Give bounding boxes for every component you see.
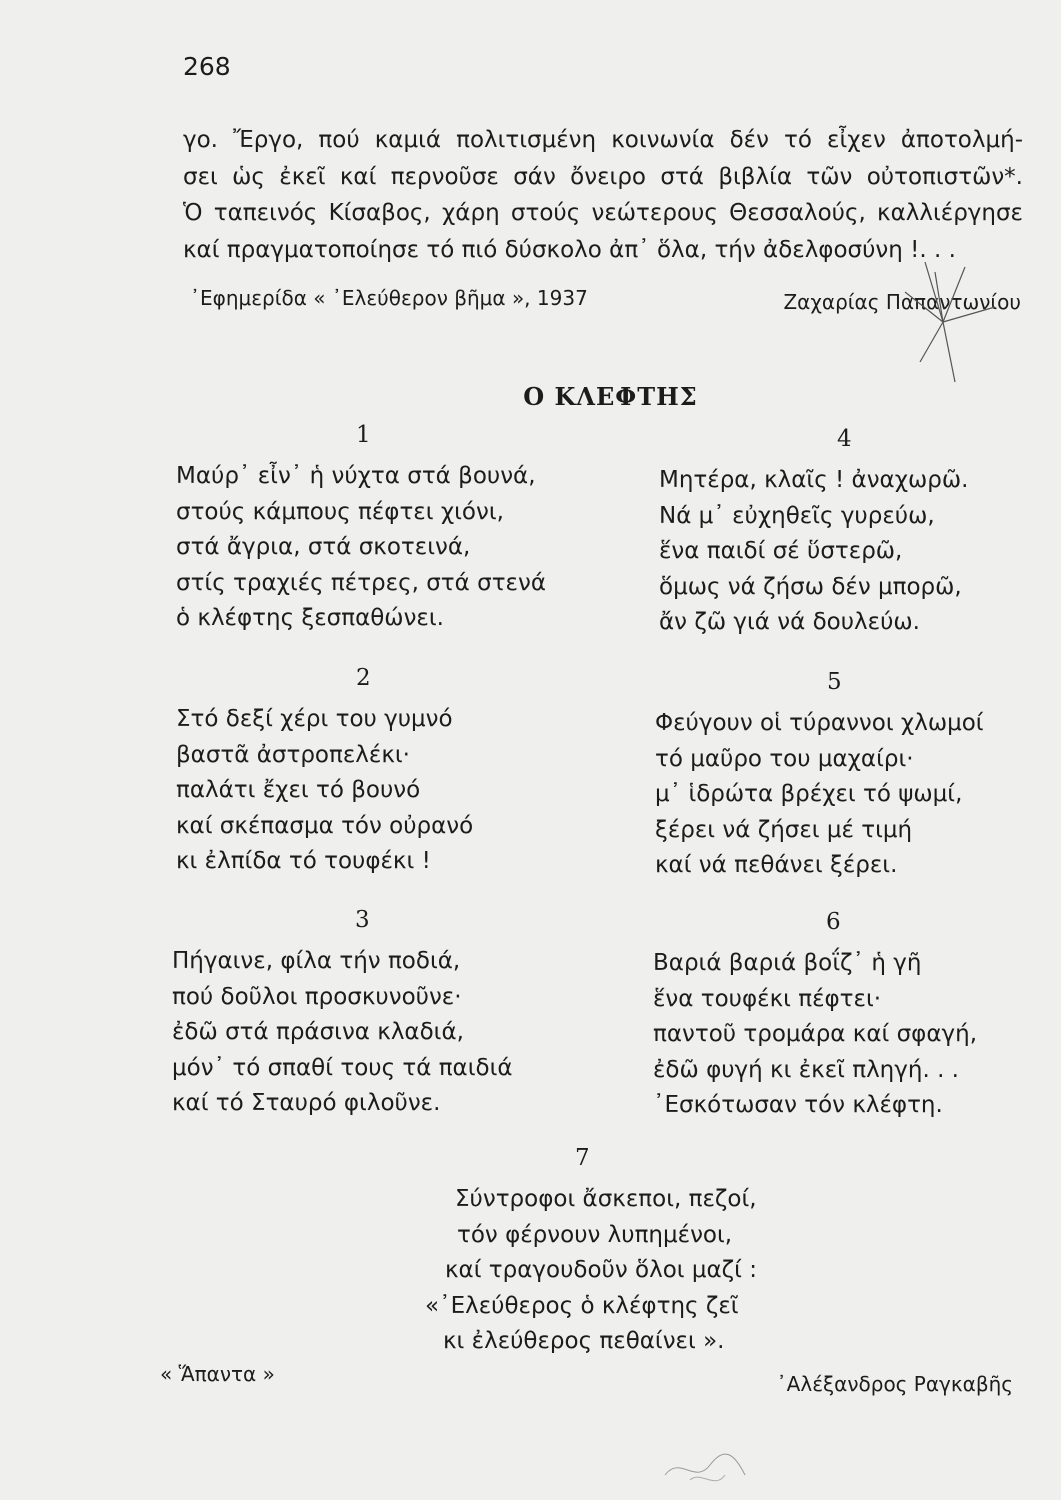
poem-title: Ο ΚΛΕΦΤΗΣ — [523, 382, 698, 411]
verse-line: καί τό Σταυρό φιλοῦνε. — [172, 1090, 441, 1116]
verse-line: Μαύρ᾿ εἶν᾿ ἡ νύχτα στά βουνά, — [176, 463, 536, 489]
stanza-number: 4 — [837, 426, 852, 452]
verse-line: ἕνα παιδί σέ ὕστερῶ, — [659, 538, 903, 564]
verse-line: ἕνα τουφέκι πέφτει· — [653, 985, 882, 1012]
stanza-number: 5 — [827, 669, 842, 695]
footer-source: « Ἅπαντα » — [160, 1362, 275, 1386]
stanza-2 — [176, 665, 474, 880]
star-mark-icon — [895, 252, 1005, 392]
verse-line: Βαριά βαριά βοΐζ᾿ ἡ γῆ — [653, 950, 922, 976]
verse-line: Νά μ᾿ εὐχηθεῖς γυρεύω, — [659, 502, 935, 529]
verse-line: παντοῦ τρομάρα καί σφαγή, — [653, 1021, 977, 1047]
stanza-6 — [653, 909, 977, 1124]
stanza-1 — [176, 422, 546, 637]
intro-line: Ὁ ταπεινός Κίσαβος, χάρη στούς νεώτερους Θεσσαλούς, καλλιέργησε — [183, 200, 1023, 226]
verse-line: καί νά πεθάνει ξέρει. — [655, 852, 898, 878]
stanza-5 — [655, 669, 984, 884]
source-author: Ζαχαρίας Παπαντωνίου — [783, 290, 1021, 314]
verse-line: ἐδῶ φυγή κι ἐκεῖ πληγή. . . — [653, 1056, 959, 1083]
verse-line: ὅμως νά ζήσω δέν μπορῶ, — [659, 573, 962, 600]
verse-line: ὁ κλέφτης ξεσπαθώνει. — [176, 605, 444, 631]
verse-line: βαστᾶ ἀστροπελέκι· — [176, 741, 410, 768]
verse-line: ᾿Εσκότωσαν τόν κλέφτη. — [653, 1092, 943, 1118]
verse-line: ἐδῶ στά πράσινα κλαδιά, — [172, 1019, 464, 1045]
scribble-mark-icon — [660, 1445, 750, 1495]
page-number: 268 — [183, 52, 231, 81]
verse-line: «᾿Ελεύθερος ὁ κλέφτης ζεῖ — [425, 1292, 739, 1319]
stanza-number: 6 — [826, 909, 841, 935]
verse-line: πού δοῦλοι προσκυνοῦνε· — [172, 983, 462, 1010]
verse-line: στίς τραχιές πέτρες, στά στενά — [176, 569, 546, 596]
verse-line: μόν᾿ τό σπαθί τους τά παιδιά — [172, 1054, 513, 1081]
intro-line: σει ὡς ἐκεῖ καί περνοῦσε σάν ὄνειρο στά βιβλία τῶν οὐτοπιστῶν*. — [183, 163, 1023, 190]
footer-author: ᾿Αλέξανδρος Ραγκαβῆς — [776, 1372, 1013, 1396]
verse-line: κι ἐλεύθερος πεθαίνει ». — [443, 1328, 725, 1354]
verse-line: Πήγαινε, φίλα τήν ποδιά, — [172, 948, 461, 974]
verse-line: μ᾿ ἱδρώτα βρέχει τό ψωμί, — [655, 781, 963, 807]
verse-line: καί τραγουδοῦν ὅλοι μαζί : — [445, 1257, 758, 1283]
verse-line: τό μαῦρο του μαχαίρι· — [655, 745, 914, 772]
verse-line: Μητέρα, κλαῖς ! ἀναχωρῶ. — [659, 467, 969, 493]
verse-line: Φεύγουν οἱ τύραννοι χλωμοί — [655, 710, 984, 736]
verse-line: στά ἄγρια, στά σκοτεινά, — [176, 534, 471, 560]
verse-line: ξέρει νά ζήσει μέ τιμή — [655, 816, 913, 843]
stanza-number: 7 — [575, 1145, 590, 1171]
verse-line: καί σκέπασμα τόν οὐρανό — [176, 812, 474, 839]
stanza-3 — [172, 907, 513, 1122]
verse-line: Στό δεξί χέρι του γυμνό — [176, 706, 453, 732]
verse-line: τόν φέρνουν λυπημένοι, — [457, 1221, 733, 1248]
intro-line: καί πραγματοποίησε τό πιό δύσκολο ἀπ᾿ ὅλα, τήν ἀδελφοσύνη !. . . — [183, 236, 956, 263]
verse-line: στούς κάμπους πέφτει χιόνι, — [176, 498, 504, 525]
verse-line: παλάτι ἔχει τό βουνό — [176, 777, 421, 803]
source-citation: ᾿Εφημερίδα « ᾿Ελεύθερον βῆμα », 1937 — [190, 286, 588, 310]
intro-paragraph — [183, 122, 1023, 268]
verse-line: ἄν ζῶ γιά νά δουλεύω. — [659, 609, 920, 635]
stanza-7 — [425, 1145, 758, 1360]
verse-line: κι ἐλπίδα τό τουφέκι ! — [176, 848, 431, 874]
stanza-number: 3 — [355, 907, 370, 933]
verse-line: Σύντροφοι ἄσκεποι, πεζοί, — [455, 1186, 757, 1212]
stanza-number: 2 — [356, 665, 371, 691]
stanza-number: 1 — [356, 422, 371, 448]
stanza-4 — [659, 426, 969, 641]
intro-line: γο. Ἔργο, πού καμιά πολιτισμένη κοινωνία δέν τό εἶχεν ἀποτολμή- — [183, 127, 1023, 153]
